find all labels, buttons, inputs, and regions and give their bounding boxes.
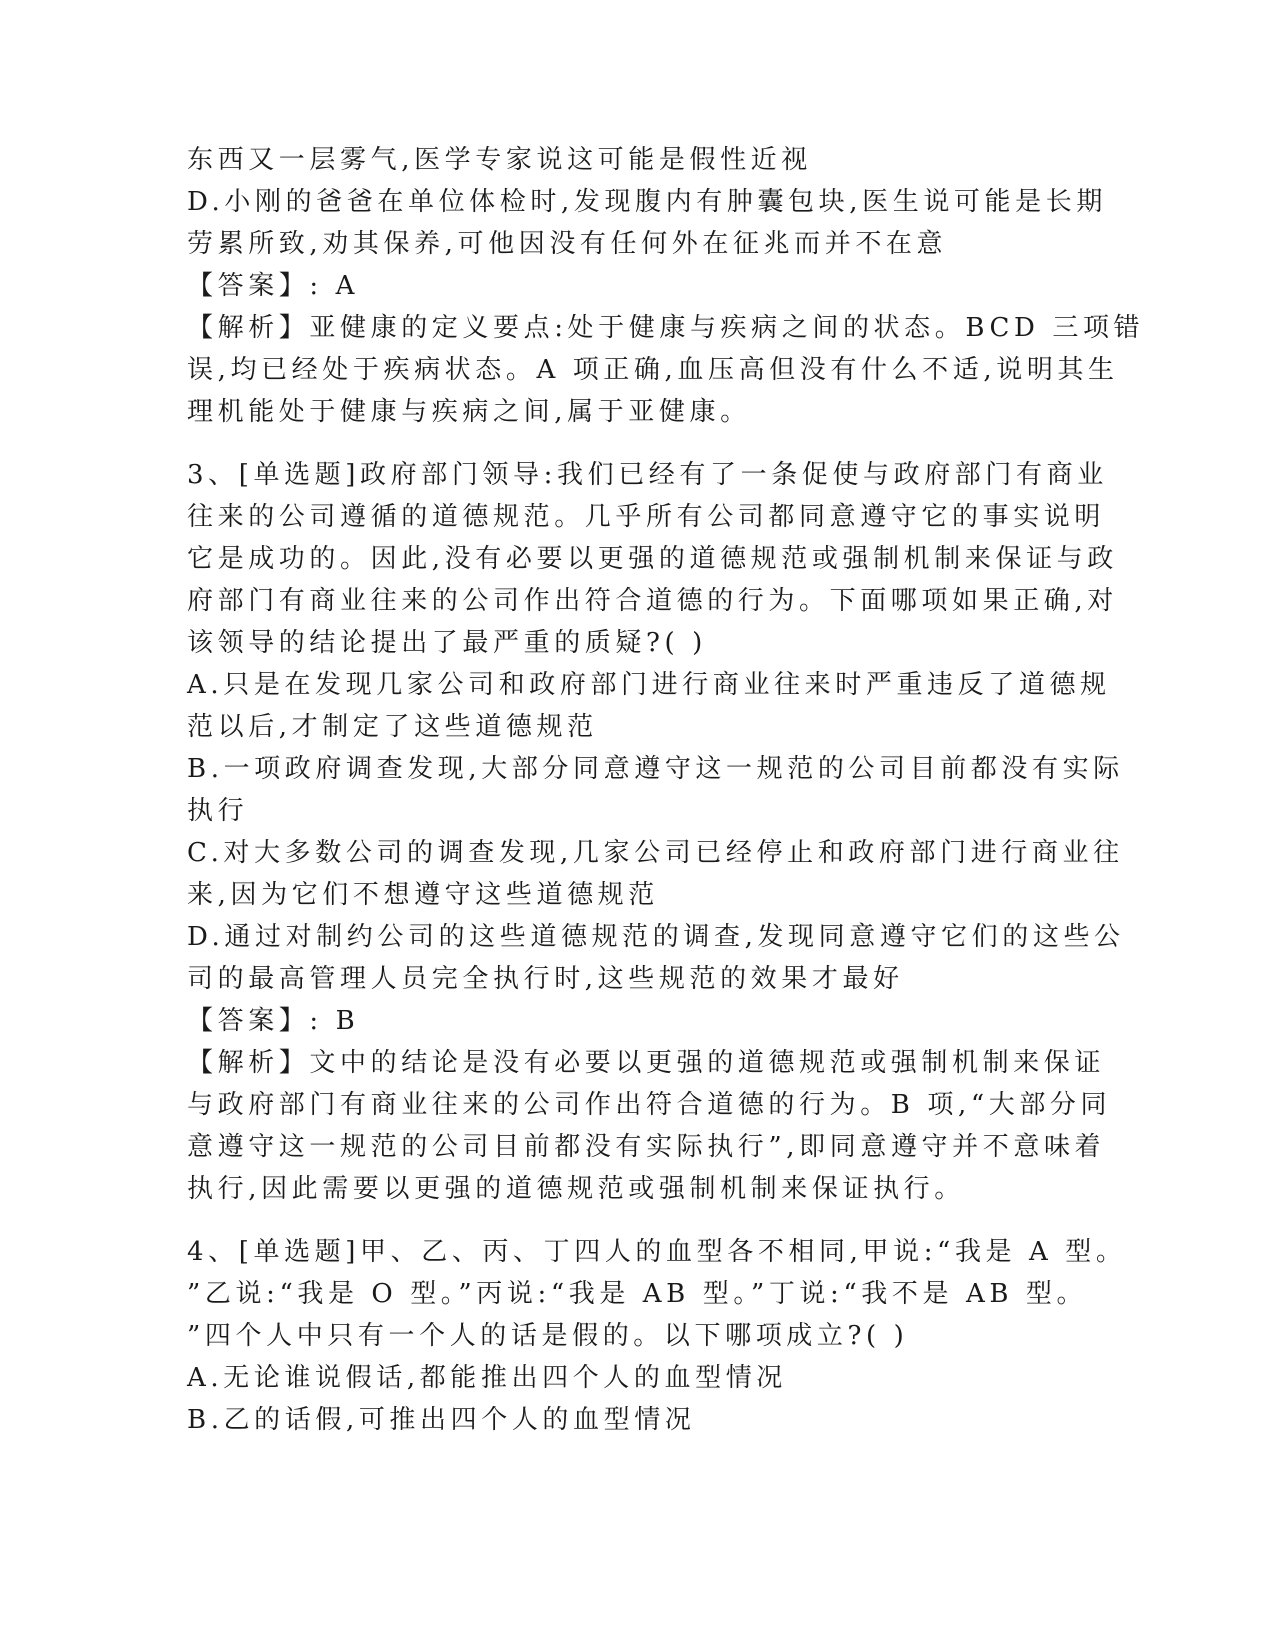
text-line: 劳累所致,劝其保养,可他因没有任何外在征兆而并不在意 [187,229,948,259]
question-3-text: 3、[单选题]政府部门领导:我们已经有了一条促使与政府部门有商业 [187,460,1108,490]
analysis-text: 【解析】文中的结论是没有必要以更强的道德规范或强制机制来保证 [187,1048,1106,1078]
analysis-text: 意遵守这一规范的公司目前都没有实际执行”,即同意遵守并不意味着 [187,1132,1106,1162]
analysis-text: 误,均已经处于疾病状态。A 项正确,血压高但没有什么不适,说明其生 [187,355,1119,385]
answer-label: 【答案】: A [187,271,360,301]
option-a: 范以后,才制定了这些道德规范 [187,712,598,742]
option-b: B.一项政府调查发现,大部分同意遵守这一规范的公司目前都没有实际 [187,754,1124,784]
question-4-text: 4、[单选题]甲、乙、丙、丁四人的血型各不相同,甲说:“我是 A 型。 [187,1237,1127,1267]
analysis-text: 执行,因此需要以更强的道德规范或强制机制来保证执行。 [187,1174,965,1204]
option-c: 来,因为它们不想遵守这些道德规范 [187,880,659,910]
question-3-text: 往来的公司遵循的道德规范。几乎所有公司都同意遵守它的事实说明 [187,502,1106,532]
option-d: D.通过对制约公司的这些道德规范的调查,发现同意遵守它们的这些公 [187,922,1125,952]
question-3-text: 它是成功的。因此,没有必要以更强的道德规范或强制机制来保证与政 [187,544,1118,574]
option-d: 司的最高管理人员完全执行时,这些规范的效果才最好 [187,964,904,994]
option-a: A.只是在发现几家公司和政府部门进行商业往来时严重违反了道德规 [187,670,1111,700]
option-a: A.无论谁说假话,都能推出四个人的血型情况 [187,1363,787,1393]
answer-label: 【答案】: B [187,1006,360,1036]
question-4-text: ”四个人中只有一个人的话是假的。以下哪项成立?( ) [187,1321,909,1351]
option-b: B.乙的话假,可推出四个人的血型情况 [187,1405,696,1435]
analysis-text: 与政府部门有商业往来的公司作出符合道德的行为。B 项,“大部分同 [187,1090,1112,1120]
analysis-text: 理机能处于健康与疾病之间,属于亚健康。 [187,397,751,427]
question-4-text: ”乙说:“我是 O 型。”丙说:“我是 AB 型。”丁说:“我不是 AB 型。 [187,1279,1088,1309]
text-line: 东西又一层雾气,医学专家说这可能是假性近视 [187,145,812,175]
analysis-text: 【解析】亚健康的定义要点:处于健康与疾病之间的状态。BCD 三项错 [187,313,1145,343]
question-3-text: 该领导的结论提出了最严重的质疑?( ) [187,628,707,658]
text-line: D.小刚的爸爸在单位体检时,发现腹内有肿囊包块,医生说可能是长期 [187,187,1107,217]
question-3-text: 府部门有商业往来的公司作出符合道德的行为。下面哪项如果正确,对 [187,586,1118,616]
option-c: C.对大多数公司的调查发现,几家公司已经停止和政府部门进行商业往 [187,838,1124,868]
option-b: 执行 [187,796,249,826]
